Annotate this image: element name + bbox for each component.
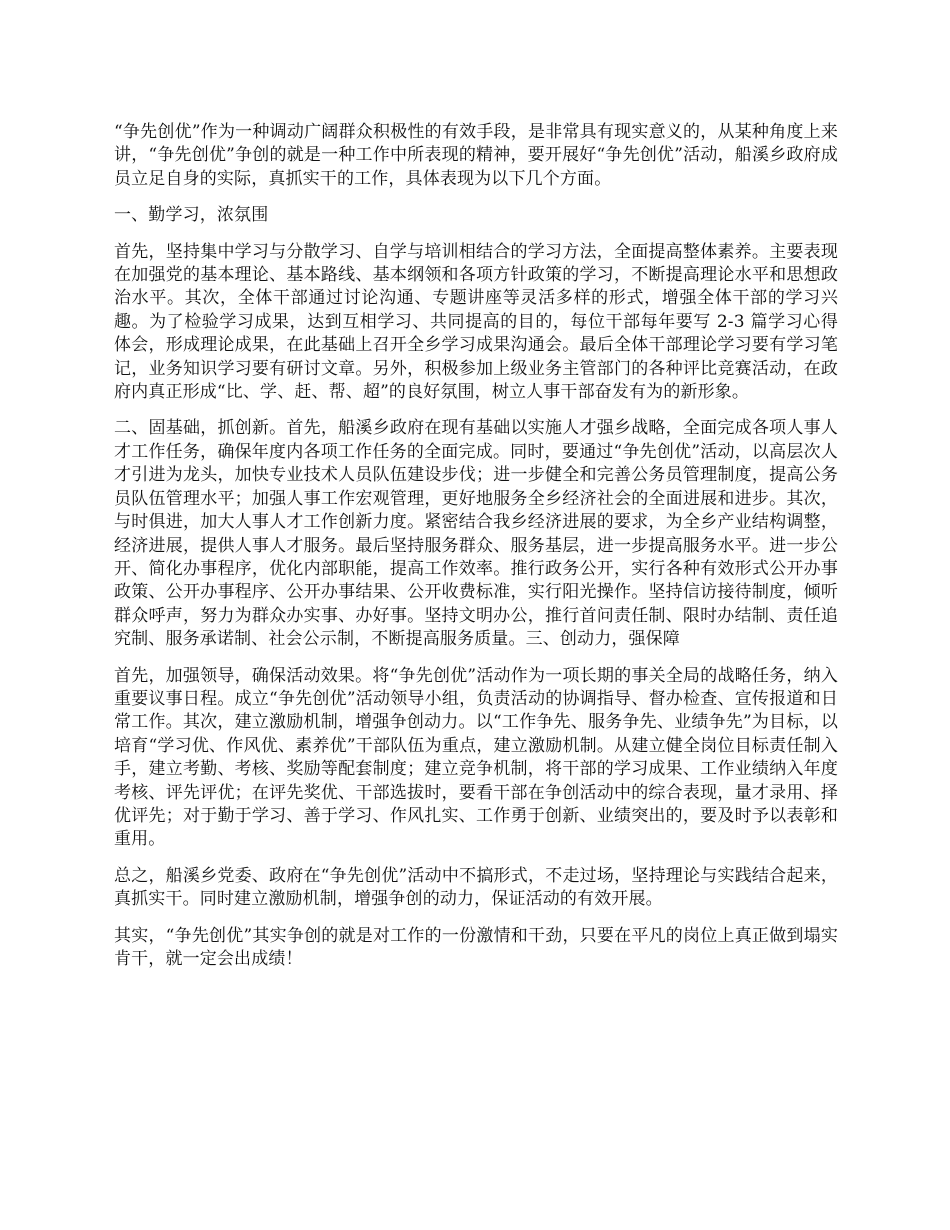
summary-paragraph: 总之，船溪乡党委、政府在“争先创优”活动中不搞形式，不走过场，坚持理论与实践结合起来，真抓实干。同时建立激励机制，增强争创的动力，保证活动的有效开展。	[114, 865, 838, 910]
document-body	[114, 121, 838, 984]
closing-paragraph: 其实，“争先创优”其实争创的就是对工作的一份激情和干劲，只要在平凡的岗位上真正做到塌实肯干，就一定会出成绩！	[114, 925, 838, 969]
section-heading-study: 一、勤学习，浓氛围	[114, 205, 269, 226]
intro-paragraph: “争先创优”作为一种调动广阔群众积极性的有效手段，是非常具有现实意义的，从某种角度上来讲，“争先创优”争创的就是一种工作中所表现的精神，要开展好“争先创优”活动，船溪乡政府成员立足自身的实际，真抓实干的工作，具体表现为以下几个方面。	[114, 122, 838, 189]
foundation-paragraph: 二、固基础，抓创新。首先，船溪乡政府在现有基础以实施人才强乡战略，全面完成各项人事人才工作任务，确保年度内各项工作任务的全面完成。同时，要通过“争先创优”活动，以高层次人才引进为龙头，加快专业技术人员队伍建设步伐；进一步健全和完善公务员管理制度，提高公务员队伍管理水平；加强人事工作宏观管理，更好地服务全乡经济社会的全面进展和进步。其次，与时俱进，加大人事人才工作创新力度。紧密结合我乡经济进展的要求，为全乡产业结构调整，经济进展，提供人事人才服务。最后坚持服务群众、服务基层，进一步提高服务水平。进一步公开、简化办事程序，优化内部职能，提高工作效率。推行政务公开，实行各种有效形式公开办事政策、公开办事程序、公开办事结果、公开收费标准，实行阳光操作。坚持信访接待制度，倾听群众呼声，努力为群众办实事、办好事。坚持文明办公，推行首问责任制、限时办结制、责任追究制、服务承诺制、社会公示制，不断提高服务质量。三、创动力，强保障	[114, 418, 838, 650]
study-paragraph: 首先，坚持集中学习与分散学习、自学与培训相结合的学习方法，全面提高整体素养。主要表现在加强党的基本理论、基本路线、基本纲领和各项方针政策的学习，不断提高理论水平和思想政治水平。其次，全体干部通过讨论沟通、专题讲座等灵活多样的形式，增强全体干部的学习兴趣。为了检验学习成果，达到互相学习、共同提高的目的，每位干部每年要写 2-3 篇学习心得体会，形成理论成果，在此基础上召开全乡学习成果沟通会。最后全体干部理论学习要有学习笔记，业务知识学习要有研讨文章。另外，积极参加上级业务主管部门的各种评比竞赛活动，在政府内真正形成“比、学、赶、帮、超”的良好氛围，树立人事干部奋发有为的新形象。	[114, 241, 838, 403]
leadership-paragraph: 首先，加强领导，确保活动效果。将“争先创优”活动作为一项长期的事关全局的战略任务，纳入重要议事日程。成立“争先创优”活动领导小组，负责活动的协调指导、督办检查、宣传报道和日常工作。其次，建立激励机制，增强争创动力。以“工作争先、服务争先、业绩争先”为目标，以培育“学习优、作风优、素养优”干部队伍为重点，建立激励机制。从建立健全岗位目标责任制入手，建立考勤、考核、奖励等配套制度；建立竞争机制，将干部的学习成果、工作业绩纳入年度考核、评先评优；在评先奖优、干部选拔时，要看干部在争创活动中的综合表现，量才录用、择优评先；对于勤于学习、善于学习、作风扎实、工作勇于创新、业绩突出的，要及时予以表彰和重用。	[114, 665, 838, 850]
